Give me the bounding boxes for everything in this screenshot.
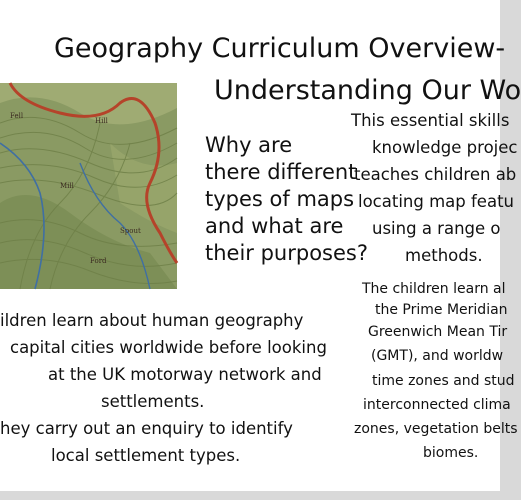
map-label: Mill <box>60 182 74 190</box>
detail-line: interconnected clima <box>363 397 511 413</box>
body-line: at the UK motorway network and <box>48 365 322 384</box>
detail-line: the Prime Meridian <box>375 302 508 318</box>
detail-line: Greenwich Mean Tir <box>368 324 508 340</box>
intro-line: knowledge projec <box>372 138 518 157</box>
intro-line: using a range o <box>372 219 501 238</box>
intro-line: methods. <box>405 246 483 265</box>
map-label: Spout <box>120 227 141 235</box>
title-line-2: Understanding Our Wo <box>214 75 521 106</box>
body-line: ildren learn about human geography <box>0 311 304 330</box>
detail-line: The children learn al <box>362 281 506 297</box>
detail-line: biomes. <box>423 445 479 461</box>
title-line-1: Geography Curriculum Overview- <box>54 33 506 64</box>
question-line: their purposes? <box>205 241 369 265</box>
question-line: Why are <box>205 133 293 157</box>
question-line: and what are <box>205 214 344 238</box>
body-line: local settlement types. <box>51 446 241 465</box>
intro-line: locating map featu <box>358 192 514 211</box>
map-label: Ford <box>90 257 107 265</box>
body-line: capital cities worldwide before looking <box>10 338 327 357</box>
question-line: types of maps <box>205 187 355 211</box>
detail-line: (GMT), and worldw <box>371 348 504 364</box>
map-label: Fell <box>10 112 24 120</box>
topographic-map-image <box>0 83 177 289</box>
intro-line: teaches children ab <box>354 165 517 184</box>
intro-line: This essential skills <box>351 111 510 130</box>
body-line: hey carry out an enquiry to identify <box>0 419 293 438</box>
detail-line: time zones and stud <box>372 373 515 389</box>
question-line: there different <box>205 160 357 184</box>
map-label: Hill <box>95 117 108 125</box>
body-line: settlements. <box>101 392 205 411</box>
detail-line: zones, vegetation belts <box>354 421 518 437</box>
